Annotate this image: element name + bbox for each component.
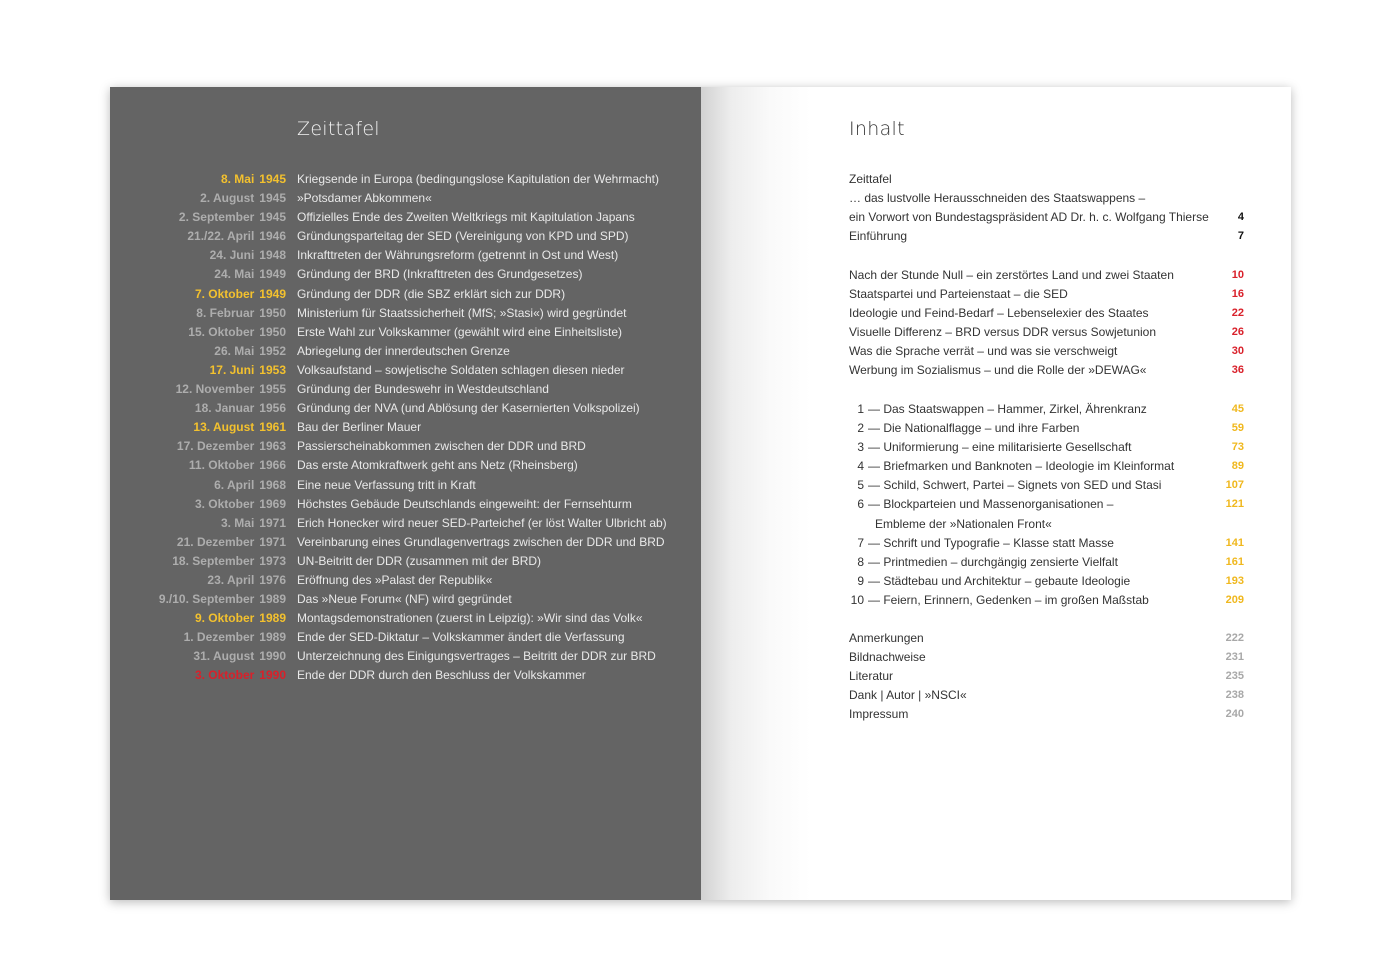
timeline-event: Gründung der NVA (und Ablösung der Kasernierten Volkspolizei)	[297, 401, 640, 416]
timeline-row	[110, 285, 701, 304]
book-spread	[110, 87, 1291, 900]
timeline-day: 23. April	[207, 572, 255, 587]
toc-entry[interactable]	[849, 591, 1244, 610]
timeline-year: 1971	[259, 534, 286, 549]
timeline-year: 1953	[259, 362, 286, 377]
toc-entry-text: Anmerkungen	[849, 631, 924, 645]
timeline-event: Vereinbarung eines Grundlagenvertrags zwischen der DDR und BRD	[297, 534, 665, 549]
timeline-date	[221, 170, 286, 189]
toc-entry-title	[849, 438, 1131, 457]
timeline-row	[110, 647, 701, 666]
toc-entry-text: Zeittafel	[849, 172, 892, 186]
timeline-day: 31. August	[193, 649, 255, 664]
timeline-event: Gründung der DDR (die SBZ erklärt sich zur DDR)	[297, 286, 566, 301]
toc-entry[interactable]	[849, 438, 1244, 457]
toc-entry-text: Was die Sprache verrät – und was sie verschweigt	[849, 344, 1118, 359]
timeline-day: 12. November	[175, 382, 255, 397]
toc-entry[interactable]	[849, 419, 1244, 438]
timeline-event: Das erste Atomkraftwerk geht ans Netz (Rheinsberg)	[297, 458, 578, 473]
toc-page-number: 121	[1225, 498, 1244, 511]
toc-entry[interactable]	[849, 342, 1244, 361]
timeline-day: 13. August	[193, 420, 255, 435]
toc-page-number: 7	[1237, 230, 1244, 243]
timeline-event: Ministerium für Staatssicherheit (MfS; »Stasi«) wird gegründet	[297, 305, 627, 320]
timeline-date	[200, 189, 286, 208]
toc-entry[interactable]	[849, 705, 1244, 724]
chapter-number: 1	[857, 402, 864, 416]
timeline-event: Passierscheinabkommen zwischen der DDR und BRD	[297, 439, 586, 454]
toc-page-number: 161	[1225, 555, 1244, 568]
timeline-row	[110, 265, 701, 284]
toc-group-chapters	[849, 400, 1244, 610]
toc-entry-title	[849, 208, 1209, 227]
timeline-year: 1989	[259, 592, 286, 607]
timeline-day: 3. Mai	[220, 515, 255, 530]
toc-page-number: 222	[1225, 632, 1244, 644]
chapter-number: 7	[857, 535, 864, 550]
toc-entry-title	[849, 591, 1149, 610]
toc-entry-text: — Printmedien – durchgängig zensierte Vielfalt	[868, 554, 1118, 569]
timeline-date	[195, 666, 286, 685]
timeline-event: Erste Wahl zur Volkskammer (gewählt wird eine Einheitsliste)	[297, 324, 623, 339]
timeline-date	[195, 609, 286, 628]
timeline-row	[110, 628, 701, 647]
timeline-day: 8. Mai	[220, 172, 255, 186]
toc-entry-title	[849, 342, 1117, 361]
toc-entry-text: — Briefmarken und Banknoten – Ideologie im Kleinformat	[868, 459, 1175, 474]
timeline-row	[110, 609, 701, 628]
toc-entry-text: — Feiern, Erinnern, Gedenken – im großen Maßstab	[868, 592, 1149, 607]
timeline-row	[110, 590, 701, 609]
timeline-year: 1966	[259, 458, 286, 473]
toc-page-number: 209	[1225, 593, 1244, 606]
toc-entry[interactable]	[849, 227, 1244, 246]
toc-entry-title	[849, 361, 1146, 380]
toc-entry[interactable]	[849, 285, 1244, 304]
toc-entry-title	[849, 266, 1174, 285]
timeline-date	[187, 227, 286, 246]
timeline-event: Unterzeichnung des Einigungsvertrages – Beitritt der DDR zur BRD	[297, 649, 656, 664]
timeline-row	[110, 227, 701, 246]
toc-entry-text: … das lustvolle Herausschneiden des Staatswappens –	[849, 191, 1146, 206]
toc-entry-text: — Uniformierung – eine militarisierte Gesellschaft	[868, 440, 1132, 455]
toc-entry[interactable]	[849, 534, 1244, 553]
timeline-row	[110, 437, 701, 456]
timeline-event: Offizielles Ende des Zweiten Weltkriegs mit Kapitulation Japans	[297, 210, 635, 225]
timeline-list	[110, 170, 701, 686]
timeline-date	[210, 361, 286, 380]
timeline-row	[110, 380, 701, 399]
toc-page-number: 26	[1231, 326, 1244, 339]
timeline-date	[172, 552, 286, 571]
toc-entry[interactable]	[849, 361, 1244, 380]
timeline-date	[210, 246, 286, 265]
timeline-row	[110, 533, 701, 552]
timeline-day: 1. Dezember	[183, 630, 255, 645]
toc-entry[interactable]	[849, 553, 1244, 572]
toc-entry[interactable]	[849, 515, 1244, 534]
toc-entry-title	[849, 476, 1161, 495]
timeline-year: 1968	[259, 477, 286, 492]
toc-entry-title	[849, 572, 1130, 591]
toc-page-number: 107	[1225, 479, 1244, 492]
toc-entry-text: Visuelle Differenz – BRD versus DDR versus Sowjetunion	[849, 325, 1157, 340]
timeline-event: Inkrafttreten der Währungsreform (getrennt in Ost und West)	[297, 248, 619, 263]
toc-group-front-matter	[849, 170, 1244, 246]
timeline-date	[179, 208, 286, 227]
toc-entry-title	[849, 705, 908, 724]
timeline-row	[110, 399, 701, 418]
timeline-date	[176, 380, 286, 399]
timeline-year: 1952	[259, 343, 286, 358]
chapter-number: 9	[857, 573, 864, 588]
timeline-year: 1973	[259, 553, 286, 568]
timeline-event: Abriegelung der innerdeutschen Grenze	[297, 343, 510, 358]
timeline-day: 11. Oktober	[188, 458, 255, 473]
toc-page-number: 240	[1225, 708, 1244, 721]
toc-entry-title	[849, 553, 1118, 572]
timeline-day: 24. Juni	[209, 248, 255, 263]
chapter-number: 5	[857, 478, 864, 493]
timeline-date	[188, 323, 286, 342]
timeline-event: »Potsdamer Abkommen«	[297, 191, 432, 206]
timeline-row	[110, 170, 701, 189]
timeline-date	[195, 399, 286, 418]
toc-entry-text: Staatspartei und Parteienstaat – die SED	[849, 287, 1068, 302]
toc-entry-text: Embleme der »Nationalen Front«	[875, 516, 1052, 531]
toc-entry-text: Dank | Autor | »NSCI«	[849, 688, 967, 703]
timeline-row	[110, 189, 701, 208]
timeline-year: 1976	[259, 572, 286, 587]
timeline-date	[195, 495, 286, 514]
timeline-year: 1989	[259, 630, 286, 645]
page-title-zeittafel: Zeittafel	[297, 118, 380, 140]
toc-entry[interactable]	[849, 686, 1244, 705]
timeline-day: 2. August	[200, 191, 255, 206]
timeline-row	[110, 418, 701, 437]
toc-entry[interactable]	[849, 323, 1244, 342]
toc-entry-title	[875, 515, 1052, 534]
timeline-day: 21./22. April	[187, 229, 255, 244]
toc-entry-text: Literatur	[849, 669, 894, 684]
toc-entry-title	[849, 304, 1149, 323]
timeline-event: Montagsdemonstrationen (zuerst in Leipzig): »Wir sind das Volk«	[297, 611, 643, 626]
timeline-row	[110, 361, 701, 380]
timeline-event: Höchstes Gebäude Deutschlands eingeweiht: der Fernsehturm	[297, 496, 632, 511]
timeline-year: 1955	[259, 382, 286, 397]
chapter-number: 8	[857, 554, 864, 569]
timeline-year: 1969	[259, 496, 286, 511]
chapter-number: 2	[857, 421, 864, 436]
toc-page-number: 4	[1237, 211, 1244, 224]
toc-entry-title	[849, 400, 1147, 419]
timeline-year: 1950	[259, 324, 286, 339]
timeline-day: 17. Dezember	[176, 439, 255, 454]
toc-entry-title	[849, 667, 893, 686]
toc-entry-text: — Schild, Schwert, Partei – Signets von SED und Stasi	[868, 478, 1162, 493]
timeline-date	[193, 647, 286, 666]
toc-entry[interactable]	[849, 629, 1244, 648]
timeline-year: 1946	[259, 229, 286, 244]
toc-group-essays	[849, 266, 1244, 381]
timeline-day: 6. April	[214, 477, 255, 492]
timeline-day: 15. Oktober	[188, 324, 255, 339]
toc-entry-title	[849, 189, 1145, 208]
timeline-event: Gründung der Bundeswehr in Westdeutschland	[297, 382, 549, 397]
timeline-year: 1990	[259, 649, 286, 664]
timeline-date	[177, 437, 286, 456]
timeline-event: Erich Honecker wird neuer SED-Parteichef (er löst Walter Ulbricht ab)	[297, 515, 667, 530]
toc-entry-text: ein Vorwort von Bundestagspräsident AD Dr. h. c. Wolfgang Thierse	[849, 210, 1209, 225]
toc-page-number: 16	[1231, 288, 1244, 301]
timeline-year: 1961	[259, 420, 286, 435]
toc-page-number: 10	[1231, 269, 1244, 281]
timeline-row	[110, 571, 701, 590]
toc-entry-text: — Städtebau und Architektur – gebaute Ideologie	[868, 573, 1131, 588]
toc-entry-text: Ideologie und Feind-Bedarf – Lebenselexier des Staates	[849, 306, 1149, 321]
timeline-date	[214, 342, 286, 361]
chapter-number: 6	[857, 497, 864, 512]
timeline-date	[221, 514, 286, 533]
toc-page-number: 89	[1231, 460, 1244, 473]
timeline-year: 1945	[259, 210, 286, 225]
timeline-date	[214, 476, 286, 495]
timeline-year: 1948	[259, 248, 286, 263]
toc-entry-text: Impressum	[849, 707, 909, 722]
timeline-row	[110, 514, 701, 533]
timeline-row	[110, 456, 701, 475]
toc-entry[interactable]	[849, 457, 1244, 476]
timeline-day: 9./10. September	[158, 592, 255, 607]
timeline-year: 1945	[259, 172, 286, 186]
toc-entry[interactable]	[849, 400, 1244, 419]
toc-page-number: 231	[1225, 651, 1244, 664]
timeline-year: 1949	[259, 286, 286, 301]
timeline-day: 8. Februar	[196, 305, 255, 320]
toc-page-number: 22	[1231, 307, 1244, 320]
timeline-year: 1956	[259, 401, 286, 416]
timeline-year: 1990	[259, 668, 286, 683]
toc-entry[interactable]	[849, 304, 1244, 323]
timeline-date	[184, 628, 286, 647]
timeline-date	[193, 418, 286, 437]
timeline-year: 1945	[259, 191, 286, 206]
toc-entry[interactable]	[849, 667, 1244, 686]
toc-page-number: 73	[1231, 441, 1244, 454]
toc-entry-title	[849, 534, 1114, 553]
toc-entry[interactable]	[849, 189, 1244, 208]
toc-entry-text: Nach der Stunde Null – ein zerstörtes Land und zwei Staaten	[849, 268, 1174, 282]
timeline-day: 2. September	[178, 210, 255, 225]
timeline-day: 17. Juni	[209, 362, 255, 377]
timeline-event: Gründungsparteitag der SED (Vereinigung von KPD und SPD)	[297, 229, 629, 244]
toc-entry[interactable]	[849, 495, 1244, 514]
toc-entry-title	[849, 648, 926, 667]
timeline-day: 26. Mai	[214, 343, 255, 358]
timeline-event: Ende der SED-Diktatur – Volkskammer ändert die Verfassung	[297, 630, 625, 645]
timeline-event: Eine neue Verfassung tritt in Kraft	[297, 477, 476, 492]
chapter-number: 3	[857, 440, 864, 455]
timeline-year: 1949	[259, 267, 286, 282]
chapter-number: 4	[857, 459, 864, 474]
toc-entry-title	[849, 629, 924, 648]
toc-entry[interactable]	[849, 572, 1244, 591]
timeline-row	[110, 342, 701, 361]
timeline-day: 21. Dezember	[176, 534, 255, 549]
toc-entry-title	[849, 323, 1156, 342]
timeline-event: Ende der DDR durch den Beschluss der Volkskammer	[297, 668, 586, 683]
toc-entry[interactable]	[849, 266, 1244, 285]
toc-entry-title	[849, 285, 1068, 304]
timeline-event: Eröffnung des »Palast der Republik«	[297, 572, 493, 587]
timeline-row	[110, 246, 701, 265]
toc-entry-title	[849, 686, 967, 705]
toc-page-number: 141	[1225, 536, 1244, 549]
timeline-date	[159, 590, 286, 609]
timeline-event: Volksaufstand – sowjetische Soldaten schlagen diesen nieder	[297, 362, 625, 377]
toc-entry[interactable]	[849, 170, 1244, 189]
toc-entry-text: Einführung	[849, 229, 908, 244]
toc-entry-title	[849, 495, 1113, 514]
toc-entry-text: Bildnachweise	[849, 650, 926, 665]
page-title-inhalt: Inhalt	[849, 118, 905, 140]
toc-entry-text: — Schrift und Typografie – Klasse statt Masse	[868, 535, 1114, 550]
timeline-year: 1950	[259, 305, 286, 320]
timeline-date	[177, 533, 286, 552]
toc-entry-text: — Blockparteien und Massenorganisationen –	[868, 497, 1114, 512]
toc-entry-text: — Das Staatswappen – Hammer, Zirkel, Ährenkranz	[868, 402, 1147, 416]
timeline-row	[110, 304, 701, 323]
toc-group-appendix	[849, 629, 1244, 724]
toc-page-number: 36	[1231, 364, 1244, 377]
timeline-day: 9. Oktober	[194, 611, 255, 626]
toc-page-number: 238	[1225, 689, 1244, 702]
timeline-day: 7. Oktober	[194, 286, 255, 301]
timeline-year: 1963	[259, 439, 286, 454]
toc-entry-title	[849, 419, 1079, 438]
timeline-event: Das »Neue Forum« (NF) wird gegründet	[297, 592, 512, 607]
timeline-year: 1971	[259, 515, 286, 530]
timeline-event: Kriegsende in Europa (bedingungslose Kapitulation der Wehrmacht)	[297, 172, 659, 186]
toc-page-number: 193	[1225, 574, 1244, 587]
left-page-zeittafel	[110, 87, 701, 900]
timeline-row	[110, 552, 701, 571]
toc-entry-title	[849, 170, 892, 189]
timeline-day: 3. Oktober	[194, 496, 255, 511]
timeline-year: 1989	[259, 611, 286, 626]
timeline-day: 3. Oktober	[194, 668, 255, 683]
toc-page-number: 30	[1231, 345, 1244, 358]
timeline-row	[110, 208, 701, 227]
timeline-event: Bau der Berliner Mauer	[297, 420, 422, 435]
toc-entry[interactable]	[849, 208, 1244, 227]
timeline-date	[207, 571, 286, 590]
timeline-row	[110, 666, 701, 685]
toc-page-number: 235	[1225, 670, 1244, 683]
timeline-row	[110, 323, 701, 342]
timeline-row	[110, 476, 701, 495]
toc-entry[interactable]	[849, 648, 1244, 667]
chapter-number: 10	[850, 592, 864, 607]
toc-entry-title	[849, 457, 1174, 476]
right-page-inhalt	[701, 87, 1291, 900]
toc-entry[interactable]	[849, 476, 1244, 495]
toc-entry-text: Werbung im Sozialismus – und die Rolle der »DEWAG«	[849, 363, 1147, 378]
toc-entry-text: — Die Nationalflagge – und ihre Farben	[868, 421, 1080, 436]
timeline-event: Gründung der BRD (Inkrafttreten des Grundgesetzes)	[297, 267, 583, 282]
timeline-date	[214, 265, 286, 284]
timeline-date	[189, 456, 286, 475]
toc-page-number: 59	[1231, 422, 1244, 435]
timeline-row	[110, 495, 701, 514]
timeline-event: UN-Beitritt der DDR (zusammen mit der BRD)	[297, 553, 542, 568]
timeline-date	[195, 285, 286, 304]
timeline-day: 18. September	[172, 553, 255, 568]
timeline-day: 18. Januar	[194, 401, 255, 416]
timeline-date	[196, 304, 286, 323]
toc-page-number: 45	[1231, 403, 1244, 415]
timeline-day: 24. Mai	[214, 267, 255, 282]
toc-entry-title	[849, 227, 907, 246]
